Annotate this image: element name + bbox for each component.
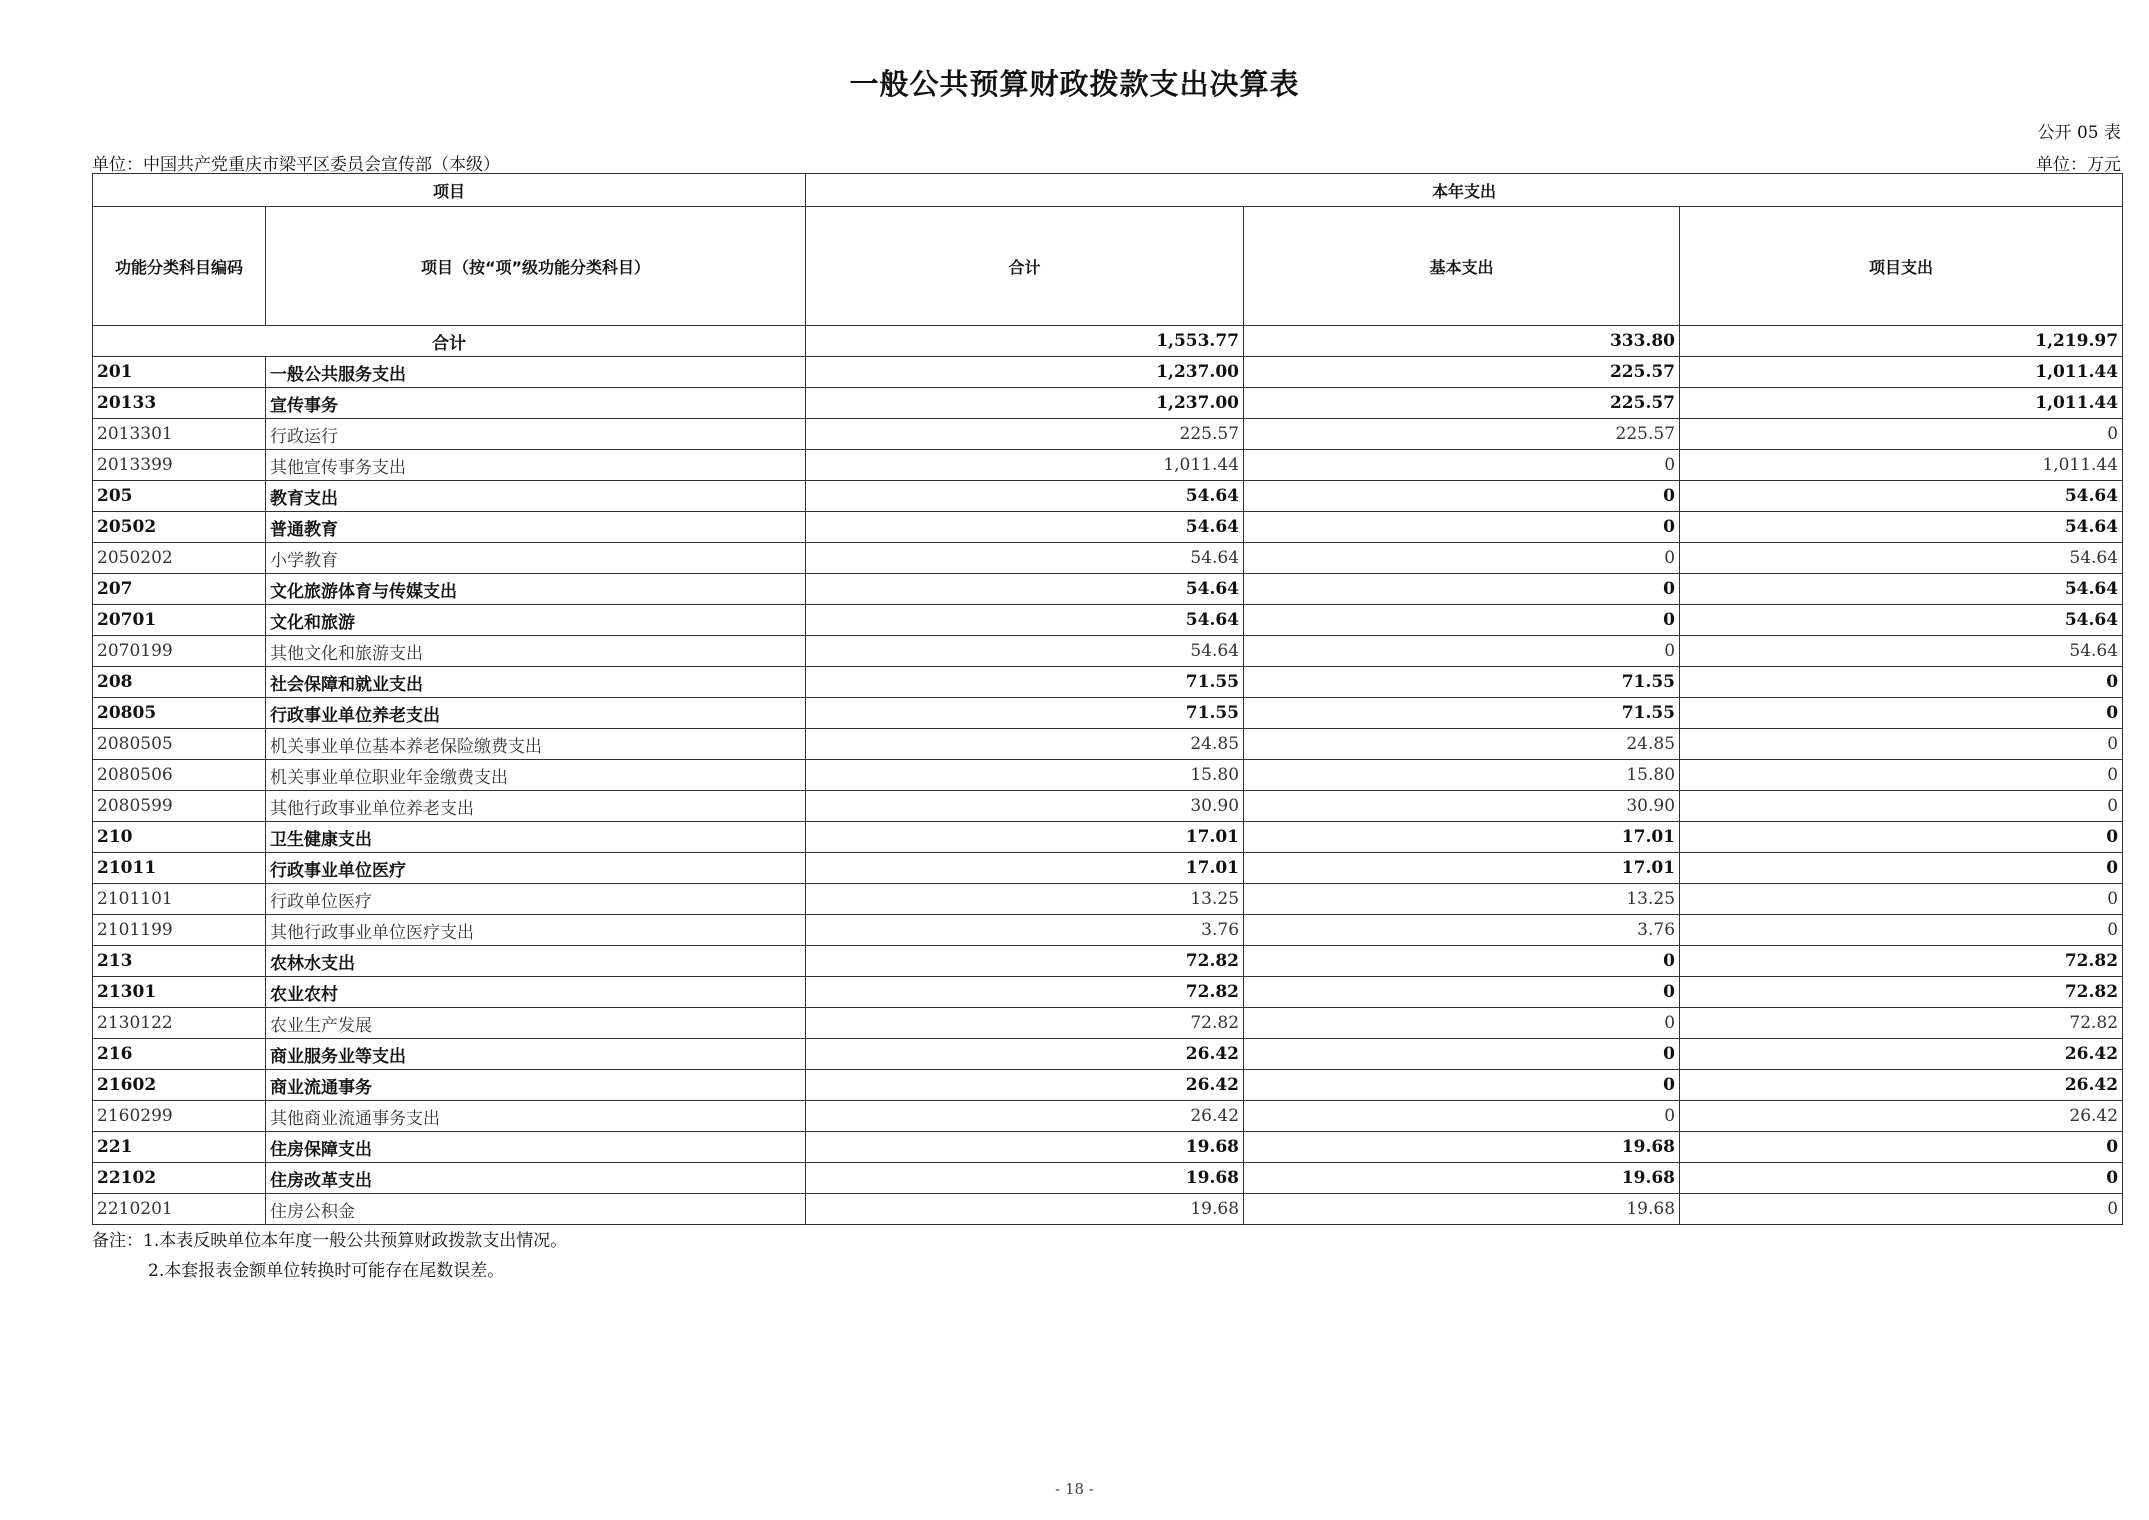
cell-project: 54.64	[1680, 636, 2123, 667]
cell-name: 卫生健康支出	[266, 822, 806, 853]
cell-project: 0	[1680, 729, 2123, 760]
cell-code: 207	[93, 574, 266, 605]
table-row	[93, 1194, 2123, 1225]
cell-total: 72.82	[806, 946, 1244, 977]
cell-basic: 0	[1244, 481, 1680, 512]
cell-code: 2080599	[93, 791, 266, 822]
cell-project: 1,011.44	[1680, 450, 2123, 481]
table-row	[93, 667, 2123, 698]
header-code: 功能分类科目编码	[93, 207, 266, 326]
cell-basic: 19.68	[1244, 1163, 1680, 1194]
cell-project: 72.82	[1680, 1008, 2123, 1039]
cell-name: 农业农村	[266, 977, 806, 1008]
notes	[92, 1226, 567, 1286]
cell-basic: 0	[1244, 636, 1680, 667]
cell-basic: 0	[1244, 1070, 1680, 1101]
table-row	[93, 636, 2123, 667]
table-row	[93, 1039, 2123, 1070]
cell-project: 26.42	[1680, 1101, 2123, 1132]
table-row	[93, 760, 2123, 791]
table-row	[93, 1101, 2123, 1132]
cell-name: 机关事业单位基本养老保险缴费支出	[266, 729, 806, 760]
cell-total: 26.42	[806, 1070, 1244, 1101]
table-row	[93, 791, 2123, 822]
cell-code: 210	[93, 822, 266, 853]
cell-basic: 3.76	[1244, 915, 1680, 946]
cell-project: 0	[1680, 760, 2123, 791]
cell-project: 0	[1680, 698, 2123, 729]
table-row	[93, 946, 2123, 977]
table-row	[93, 977, 2123, 1008]
note-2: 2.本套报表金额单位转换时可能存在尾数误差。	[148, 1261, 505, 1281]
table-row	[93, 1163, 2123, 1194]
table-row	[93, 853, 2123, 884]
total-basic: 333.80	[1244, 326, 1680, 357]
cell-code: 2080505	[93, 729, 266, 760]
cell-total: 26.42	[806, 1039, 1244, 1070]
cell-name: 行政事业单位医疗	[266, 853, 806, 884]
cell-name: 其他行政事业单位医疗支出	[266, 915, 806, 946]
table-row	[93, 822, 2123, 853]
cell-project: 0	[1680, 915, 2123, 946]
cell-project: 26.42	[1680, 1039, 2123, 1070]
cell-basic: 71.55	[1244, 698, 1680, 729]
reporting-unit: 单位：中国共产党重庆市梁平区委员会宣传部（本级）	[92, 155, 500, 175]
table-row	[93, 512, 2123, 543]
total-amount: 1,553.77	[806, 326, 1244, 357]
table-row	[93, 543, 2123, 574]
table-row	[93, 388, 2123, 419]
cell-name: 行政运行	[266, 419, 806, 450]
cell-project: 1,011.44	[1680, 388, 2123, 419]
cell-total: 71.55	[806, 698, 1244, 729]
table-row	[93, 605, 2123, 636]
cell-basic: 19.68	[1244, 1194, 1680, 1225]
form-number: 公开 05 表	[2037, 123, 2121, 143]
cell-code: 20133	[93, 388, 266, 419]
header-total: 合计	[806, 207, 1244, 326]
cell-project: 0	[1680, 1163, 2123, 1194]
cell-total: 17.01	[806, 853, 1244, 884]
cell-basic: 13.25	[1244, 884, 1680, 915]
table-row	[93, 729, 2123, 760]
cell-code: 2101101	[93, 884, 266, 915]
page-number: - 18 -	[1055, 1480, 1094, 1498]
cell-name: 住房保障支出	[266, 1132, 806, 1163]
cell-code: 21011	[93, 853, 266, 884]
cell-total: 19.68	[806, 1132, 1244, 1163]
page-title: 一般公共预算财政拨款支出决算表	[849, 67, 1300, 101]
cell-total: 24.85	[806, 729, 1244, 760]
cell-basic: 225.57	[1244, 419, 1680, 450]
cell-project: 0	[1680, 884, 2123, 915]
cell-code: 205	[93, 481, 266, 512]
cell-basic: 15.80	[1244, 760, 1680, 791]
note-1: 备注：1.本表反映单位本年度一般公共预算财政拨款支出情况。	[92, 1231, 568, 1251]
cell-total: 72.82	[806, 977, 1244, 1008]
header-project: 项目支出	[1680, 207, 2123, 326]
cell-code: 20805	[93, 698, 266, 729]
cell-name: 商业流通事务	[266, 1070, 806, 1101]
cell-project: 0	[1680, 822, 2123, 853]
cell-total: 1,237.00	[806, 388, 1244, 419]
cell-project: 54.64	[1680, 543, 2123, 574]
cell-total: 3.76	[806, 915, 1244, 946]
header-item: 项目	[93, 174, 806, 207]
cell-basic: 0	[1244, 977, 1680, 1008]
cell-name: 住房公积金	[266, 1194, 806, 1225]
cell-total: 30.90	[806, 791, 1244, 822]
cell-total: 225.57	[806, 419, 1244, 450]
cell-name: 宣传事务	[266, 388, 806, 419]
cell-name: 文化旅游体育与传媒支出	[266, 574, 806, 605]
cell-basic: 225.57	[1244, 357, 1680, 388]
cell-basic: 71.55	[1244, 667, 1680, 698]
table-row	[93, 1070, 2123, 1101]
cell-basic: 30.90	[1244, 791, 1680, 822]
cell-code: 20701	[93, 605, 266, 636]
cell-code: 2160299	[93, 1101, 266, 1132]
cell-name: 行政单位医疗	[266, 884, 806, 915]
cell-code: 2013301	[93, 419, 266, 450]
cell-basic: 0	[1244, 1101, 1680, 1132]
cell-project: 26.42	[1680, 1070, 2123, 1101]
cell-code: 2101199	[93, 915, 266, 946]
cell-total: 54.64	[806, 636, 1244, 667]
cell-code: 2080506	[93, 760, 266, 791]
cell-code: 21301	[93, 977, 266, 1008]
cell-total: 54.64	[806, 481, 1244, 512]
cell-basic: 225.57	[1244, 388, 1680, 419]
cell-code: 22102	[93, 1163, 266, 1194]
cell-code: 2013399	[93, 450, 266, 481]
cell-name: 小学教育	[266, 543, 806, 574]
currency-unit: 单位：万元	[2036, 155, 2121, 175]
total-label: 合计	[93, 326, 806, 357]
cell-code: 201	[93, 357, 266, 388]
cell-name: 其他行政事业单位养老支出	[266, 791, 806, 822]
cell-project: 54.64	[1680, 605, 2123, 636]
cell-basic: 0	[1244, 574, 1680, 605]
table-row	[93, 574, 2123, 605]
cell-project: 0	[1680, 419, 2123, 450]
cell-code: 2210201	[93, 1194, 266, 1225]
cell-basic: 0	[1244, 946, 1680, 977]
cell-total: 15.80	[806, 760, 1244, 791]
cell-code: 216	[93, 1039, 266, 1070]
cell-total: 13.25	[806, 884, 1244, 915]
table-row	[93, 915, 2123, 946]
cell-total: 1,237.00	[806, 357, 1244, 388]
table-row	[93, 419, 2123, 450]
cell-basic: 19.68	[1244, 1132, 1680, 1163]
header-current-year: 本年支出	[806, 174, 2123, 207]
cell-project: 72.82	[1680, 977, 2123, 1008]
expenditure-table	[92, 173, 2123, 1225]
cell-basic: 0	[1244, 1039, 1680, 1070]
cell-code: 2070199	[93, 636, 266, 667]
cell-basic: 0	[1244, 512, 1680, 543]
cell-total: 19.68	[806, 1194, 1244, 1225]
table-row	[93, 698, 2123, 729]
cell-project: 0	[1680, 667, 2123, 698]
cell-total: 54.64	[806, 543, 1244, 574]
cell-total: 26.42	[806, 1101, 1244, 1132]
cell-name: 其他文化和旅游支出	[266, 636, 806, 667]
cell-project: 72.82	[1680, 946, 2123, 977]
cell-project: 54.64	[1680, 574, 2123, 605]
cell-name: 普通教育	[266, 512, 806, 543]
table-row	[93, 450, 2123, 481]
table-row	[93, 357, 2123, 388]
cell-project: 54.64	[1680, 481, 2123, 512]
cell-total: 19.68	[806, 1163, 1244, 1194]
cell-basic: 0	[1244, 543, 1680, 574]
cell-total: 54.64	[806, 574, 1244, 605]
cell-basic: 17.01	[1244, 853, 1680, 884]
cell-project: 0	[1680, 1132, 2123, 1163]
cell-code: 2130122	[93, 1008, 266, 1039]
cell-basic: 17.01	[1244, 822, 1680, 853]
cell-project: 0	[1680, 1194, 2123, 1225]
table-row	[93, 884, 2123, 915]
header-name: 项目（按“项”级功能分类科目）	[266, 207, 806, 326]
cell-total: 17.01	[806, 822, 1244, 853]
cell-basic: 0	[1244, 1008, 1680, 1039]
cell-code: 208	[93, 667, 266, 698]
cell-name: 商业服务业等支出	[266, 1039, 806, 1070]
header-basic: 基本支出	[1244, 207, 1680, 326]
cell-total: 54.64	[806, 605, 1244, 636]
cell-project: 1,011.44	[1680, 357, 2123, 388]
cell-project: 0	[1680, 853, 2123, 884]
cell-basic: 24.85	[1244, 729, 1680, 760]
cell-name: 农业生产发展	[266, 1008, 806, 1039]
cell-basic: 0	[1244, 605, 1680, 636]
cell-project: 54.64	[1680, 512, 2123, 543]
table-row	[93, 1132, 2123, 1163]
cell-total: 54.64	[806, 512, 1244, 543]
cell-name: 文化和旅游	[266, 605, 806, 636]
cell-name: 其他商业流通事务支出	[266, 1101, 806, 1132]
cell-name: 一般公共服务支出	[266, 357, 806, 388]
cell-name: 住房改革支出	[266, 1163, 806, 1194]
cell-name: 教育支出	[266, 481, 806, 512]
cell-name: 其他宣传事务支出	[266, 450, 806, 481]
cell-project: 0	[1680, 791, 2123, 822]
cell-code: 21602	[93, 1070, 266, 1101]
cell-total: 71.55	[806, 667, 1244, 698]
cell-code: 2050202	[93, 543, 266, 574]
cell-basic: 0	[1244, 450, 1680, 481]
cell-name: 农林水支出	[266, 946, 806, 977]
cell-name: 社会保障和就业支出	[266, 667, 806, 698]
total-project: 1,219.97	[1680, 326, 2123, 357]
cell-name: 机关事业单位职业年金缴费支出	[266, 760, 806, 791]
cell-total: 72.82	[806, 1008, 1244, 1039]
cell-code: 221	[93, 1132, 266, 1163]
cell-total: 1,011.44	[806, 450, 1244, 481]
table-row	[93, 481, 2123, 512]
cell-code: 213	[93, 946, 266, 977]
table-row	[93, 1008, 2123, 1039]
cell-name: 行政事业单位养老支出	[266, 698, 806, 729]
total-row	[93, 326, 2123, 357]
cell-code: 20502	[93, 512, 266, 543]
